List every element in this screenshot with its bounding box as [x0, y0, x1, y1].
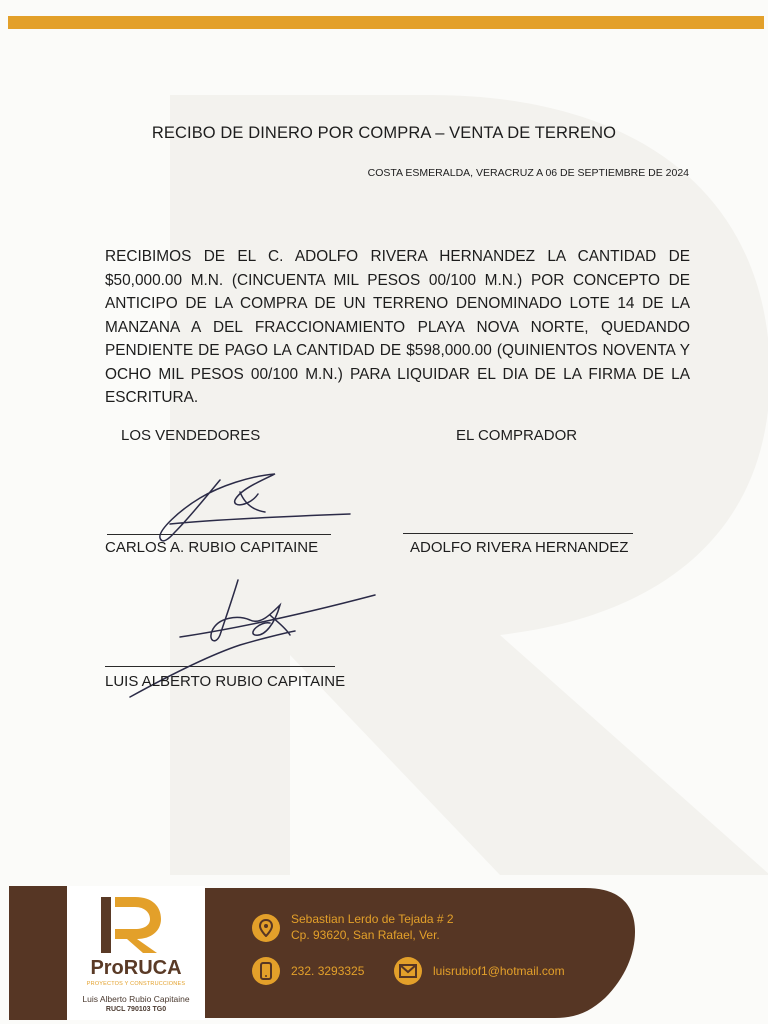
owner-name: Luis Alberto Rubio Capitaine — [82, 994, 190, 1004]
email-address[interactable]: luisrubiof1@hotmail.com — [433, 964, 565, 978]
seller-2-name: LUIS ALBERTO RUBIO CAPITAINE — [105, 673, 346, 690]
phone-number[interactable]: 232. 3293325 — [291, 964, 365, 978]
place-and-date: COSTA ESMERALDA, VERACRUZ A 06 DE SEPTIEMBRE DE 2024 — [367, 167, 689, 179]
brand-name: ProRUCA — [90, 957, 182, 979]
receipt-body: RECIBIMOS DE EL C. ADOLFO RIVERA HERNANDEZ LA CANTIDAD DE $50,000.00 M.N. (CINCUENTA MIL PESOS 00/100 M.N.) POR CONCEPTO DE ANTICIPO DE LA COMPRA DE UN TERRENO DENOMINADO LOTE 14 DE LA MANZANA A DEL FRACCIONAMIENTO PLAYA NOVA NORTE, QUEDANDO PENDIENTE DE PAGO LA CANTIDAD DE $598,000.00 (QUINIENTOS NOVENTA Y OCHO MIL PESOS 00/100 M.N.) PARA LIQUIDAR EL DIA DE LA FIRMA DE LA ESCRITURA. — [105, 248, 690, 406]
brand-subtitle: PROYECTOS Y CONSTRUCCIONES — [86, 981, 186, 987]
buyer-heading: EL COMPRADOR — [456, 427, 578, 444]
top-accent-bar — [8, 16, 764, 29]
buyer-name: ADOLFO RIVERA HERNANDEZ — [410, 539, 629, 556]
envelope-icon — [394, 957, 422, 985]
sellers-heading: LOS VENDEDORES — [121, 427, 261, 444]
document-title: RECIBO DE DINERO POR COMPRA – VENTA DE TERRENO — [151, 124, 617, 142]
location-pin-icon — [252, 914, 280, 942]
address-line-2: Cp. 93620, San Rafael, Ver. — [291, 928, 440, 942]
buyer-signature-line — [403, 533, 633, 534]
footer-contact-banner — [205, 888, 635, 1018]
seller-1-name: CARLOS A. RUBIO CAPITAINE — [105, 539, 319, 556]
rucl-number: RUCL 790103 TG0 — [105, 1006, 167, 1013]
phone-icon — [252, 957, 280, 985]
proruca-logo-icon — [95, 893, 169, 955]
address-line-1: Sebastian Lerdo de Tejada # 2 — [291, 912, 454, 926]
